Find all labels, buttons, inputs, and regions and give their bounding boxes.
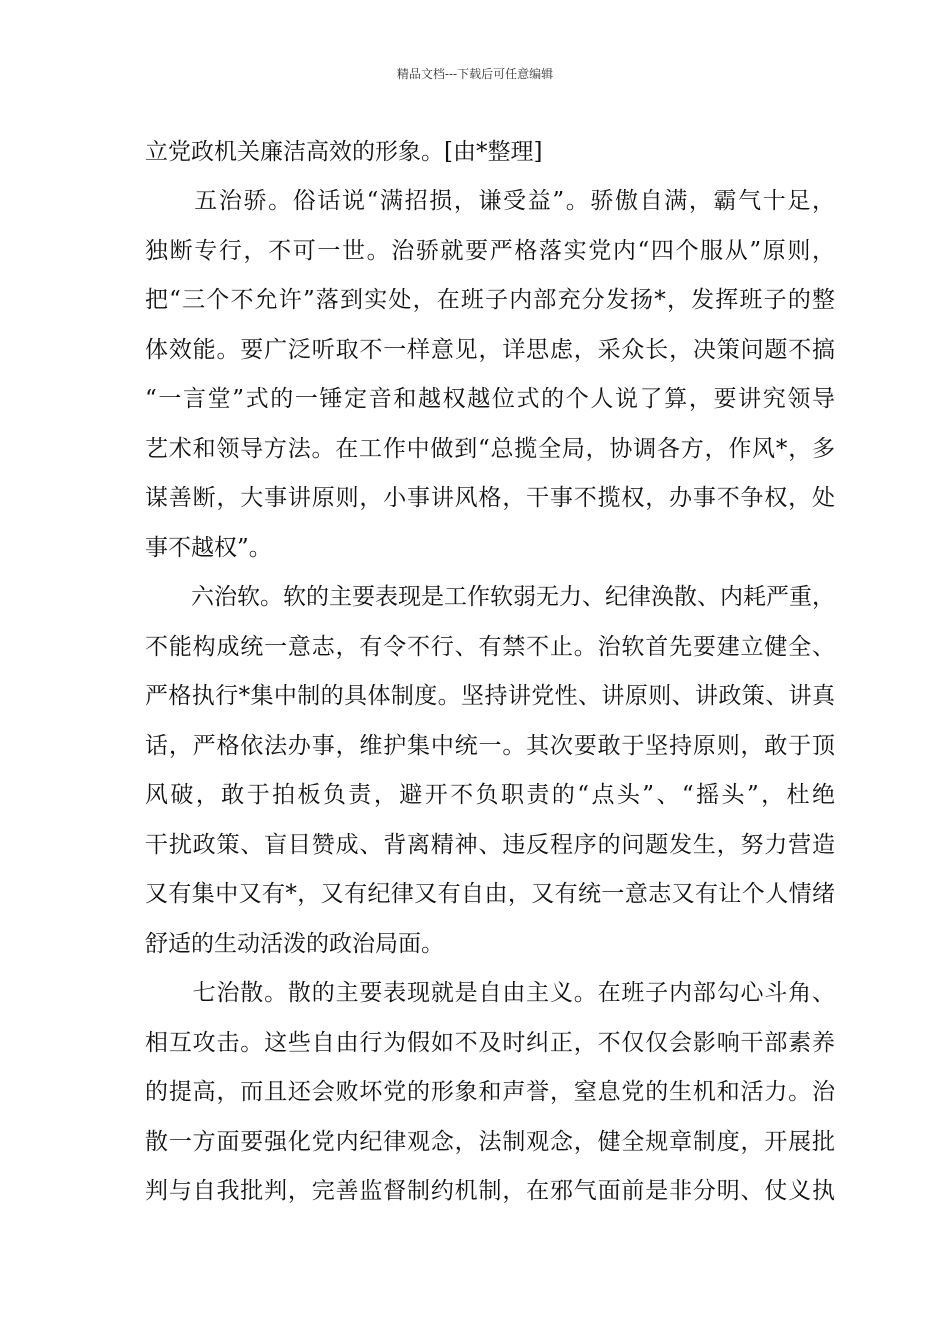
text-line: 话，严格依法办事，维护集中统一。其次要敢于坚持原则，敢于顶 [145, 733, 835, 759]
page-header: 精品文档---下载后可任意编辑 [396, 67, 554, 81]
text-line: 艺术和领导方法。在工作中做到“总揽全局，协调各方，作风*，多 [145, 436, 835, 462]
text-line: 的提高，而且还会败坏党的形象和声誉，窒息党的生机和活力。治 [145, 1079, 835, 1105]
text-line: 不能构成统一意志，有令不行、有禁不止。治软首先要建立健全、 [145, 634, 835, 660]
text-line: 谋善断，大事讲原则，小事讲风格，干事不揽权，办事不争权，处 [145, 485, 835, 511]
text-line: 判与自我批判，完善监督制约机制，在邪气面前是非分明、仗义执 [145, 1178, 835, 1204]
text-line: 独断专行，不可一世。治骄就要严格落实党内“四个服从”原则， [145, 238, 835, 264]
text-line: 把“三个不允许”落到实处，在班子内部充分发扬*，发挥班子的整 [145, 287, 835, 313]
text-line: 严格执行*集中制的具体制度。坚持讲党性、讲原则、讲政策、讲真 [145, 683, 835, 709]
text-line: 五治骄。俗话说“满招损，谦受益”。骄傲自满，霸气十足， [145, 188, 835, 214]
text-line: “一言堂”式的一锤定音和越权越位式的个人说了算，要讲究领导 [145, 386, 835, 412]
text-line: 六治软。软的主要表现是工作软弱无力、纪律涣散、内耗严重， [145, 584, 835, 610]
text-line: 事不越权”。 [145, 535, 272, 561]
text-line: 体效能。要广泛听取不一样意见，详思虑，采众长，决策问题不搞 [145, 337, 835, 363]
text-line: 相互攻击。这些自由行为假如不及时纠正，不仅仅会影响干部素养 [145, 1030, 835, 1056]
text-line: 七治散。散的主要表现就是自由主义。在班子内部勾心斗角、 [145, 980, 835, 1006]
text-line: 风破，敢于拍板负责，避开不负职责的“点头”、“摇头”，杜绝 [145, 782, 835, 808]
text-line: 立党政机关廉洁高效的形象。[由*整理] [145, 139, 543, 165]
text-line: 干扰政策、盲目赞成、背离精神、违反程序的问题发生，努力营造 [145, 832, 835, 858]
text-line: 又有集中又有*，又有纪律又有自由，又有统一意志又有让个人情绪 [145, 881, 835, 907]
text-line: 散一方面要强化党内纪律观念，法制观念，健全规章制度，开展批 [145, 1129, 835, 1155]
text-line: 舒适的生动活泼的政治局面。 [145, 931, 444, 957]
